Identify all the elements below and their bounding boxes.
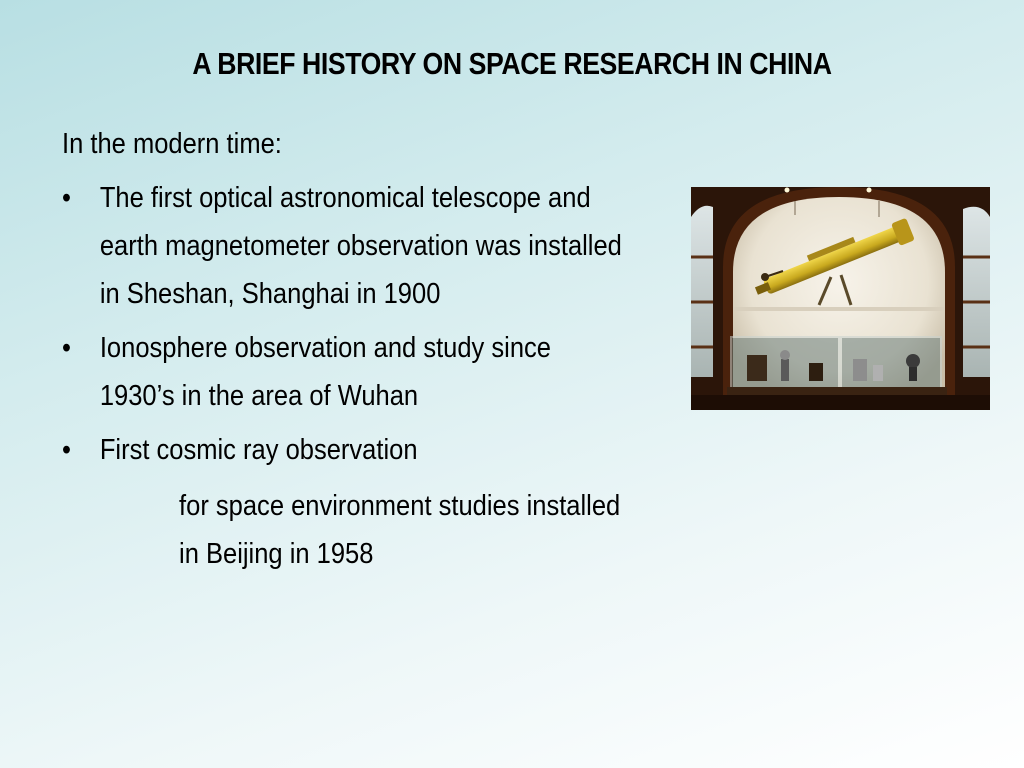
intro-text: In the modern time: — [62, 128, 282, 160]
bullet-icon: • — [62, 434, 71, 466]
bullet-text: First cosmic ray observation — [99, 434, 418, 466]
slide-title: A BRIEF HISTORY ON SPACE RESEARCH IN CHINA — [192, 46, 832, 81]
bullet-item-telescope — [62, 174, 625, 318]
bullet-item-cosmic-ray — [62, 426, 625, 578]
telescope-photo — [691, 187, 990, 410]
bullet-text: Ionosphere observation and study since 1930’s in the area of Wuhan — [99, 332, 551, 412]
bullet-list — [62, 174, 625, 578]
slide-body — [62, 120, 625, 584]
bullet-text: The first optical astronomical telescope and earth magnetometer observation was installed in Sheshan, Shanghai in 1900 — [99, 182, 622, 310]
bullet-icon: • — [62, 332, 71, 364]
bullet-continuation-text: for space environment studies installed in Beijing in 1958 — [179, 490, 621, 570]
telescope-photo-image — [691, 187, 990, 410]
bullet-item-ionosphere — [62, 324, 625, 420]
bullet-icon: • — [62, 182, 71, 214]
